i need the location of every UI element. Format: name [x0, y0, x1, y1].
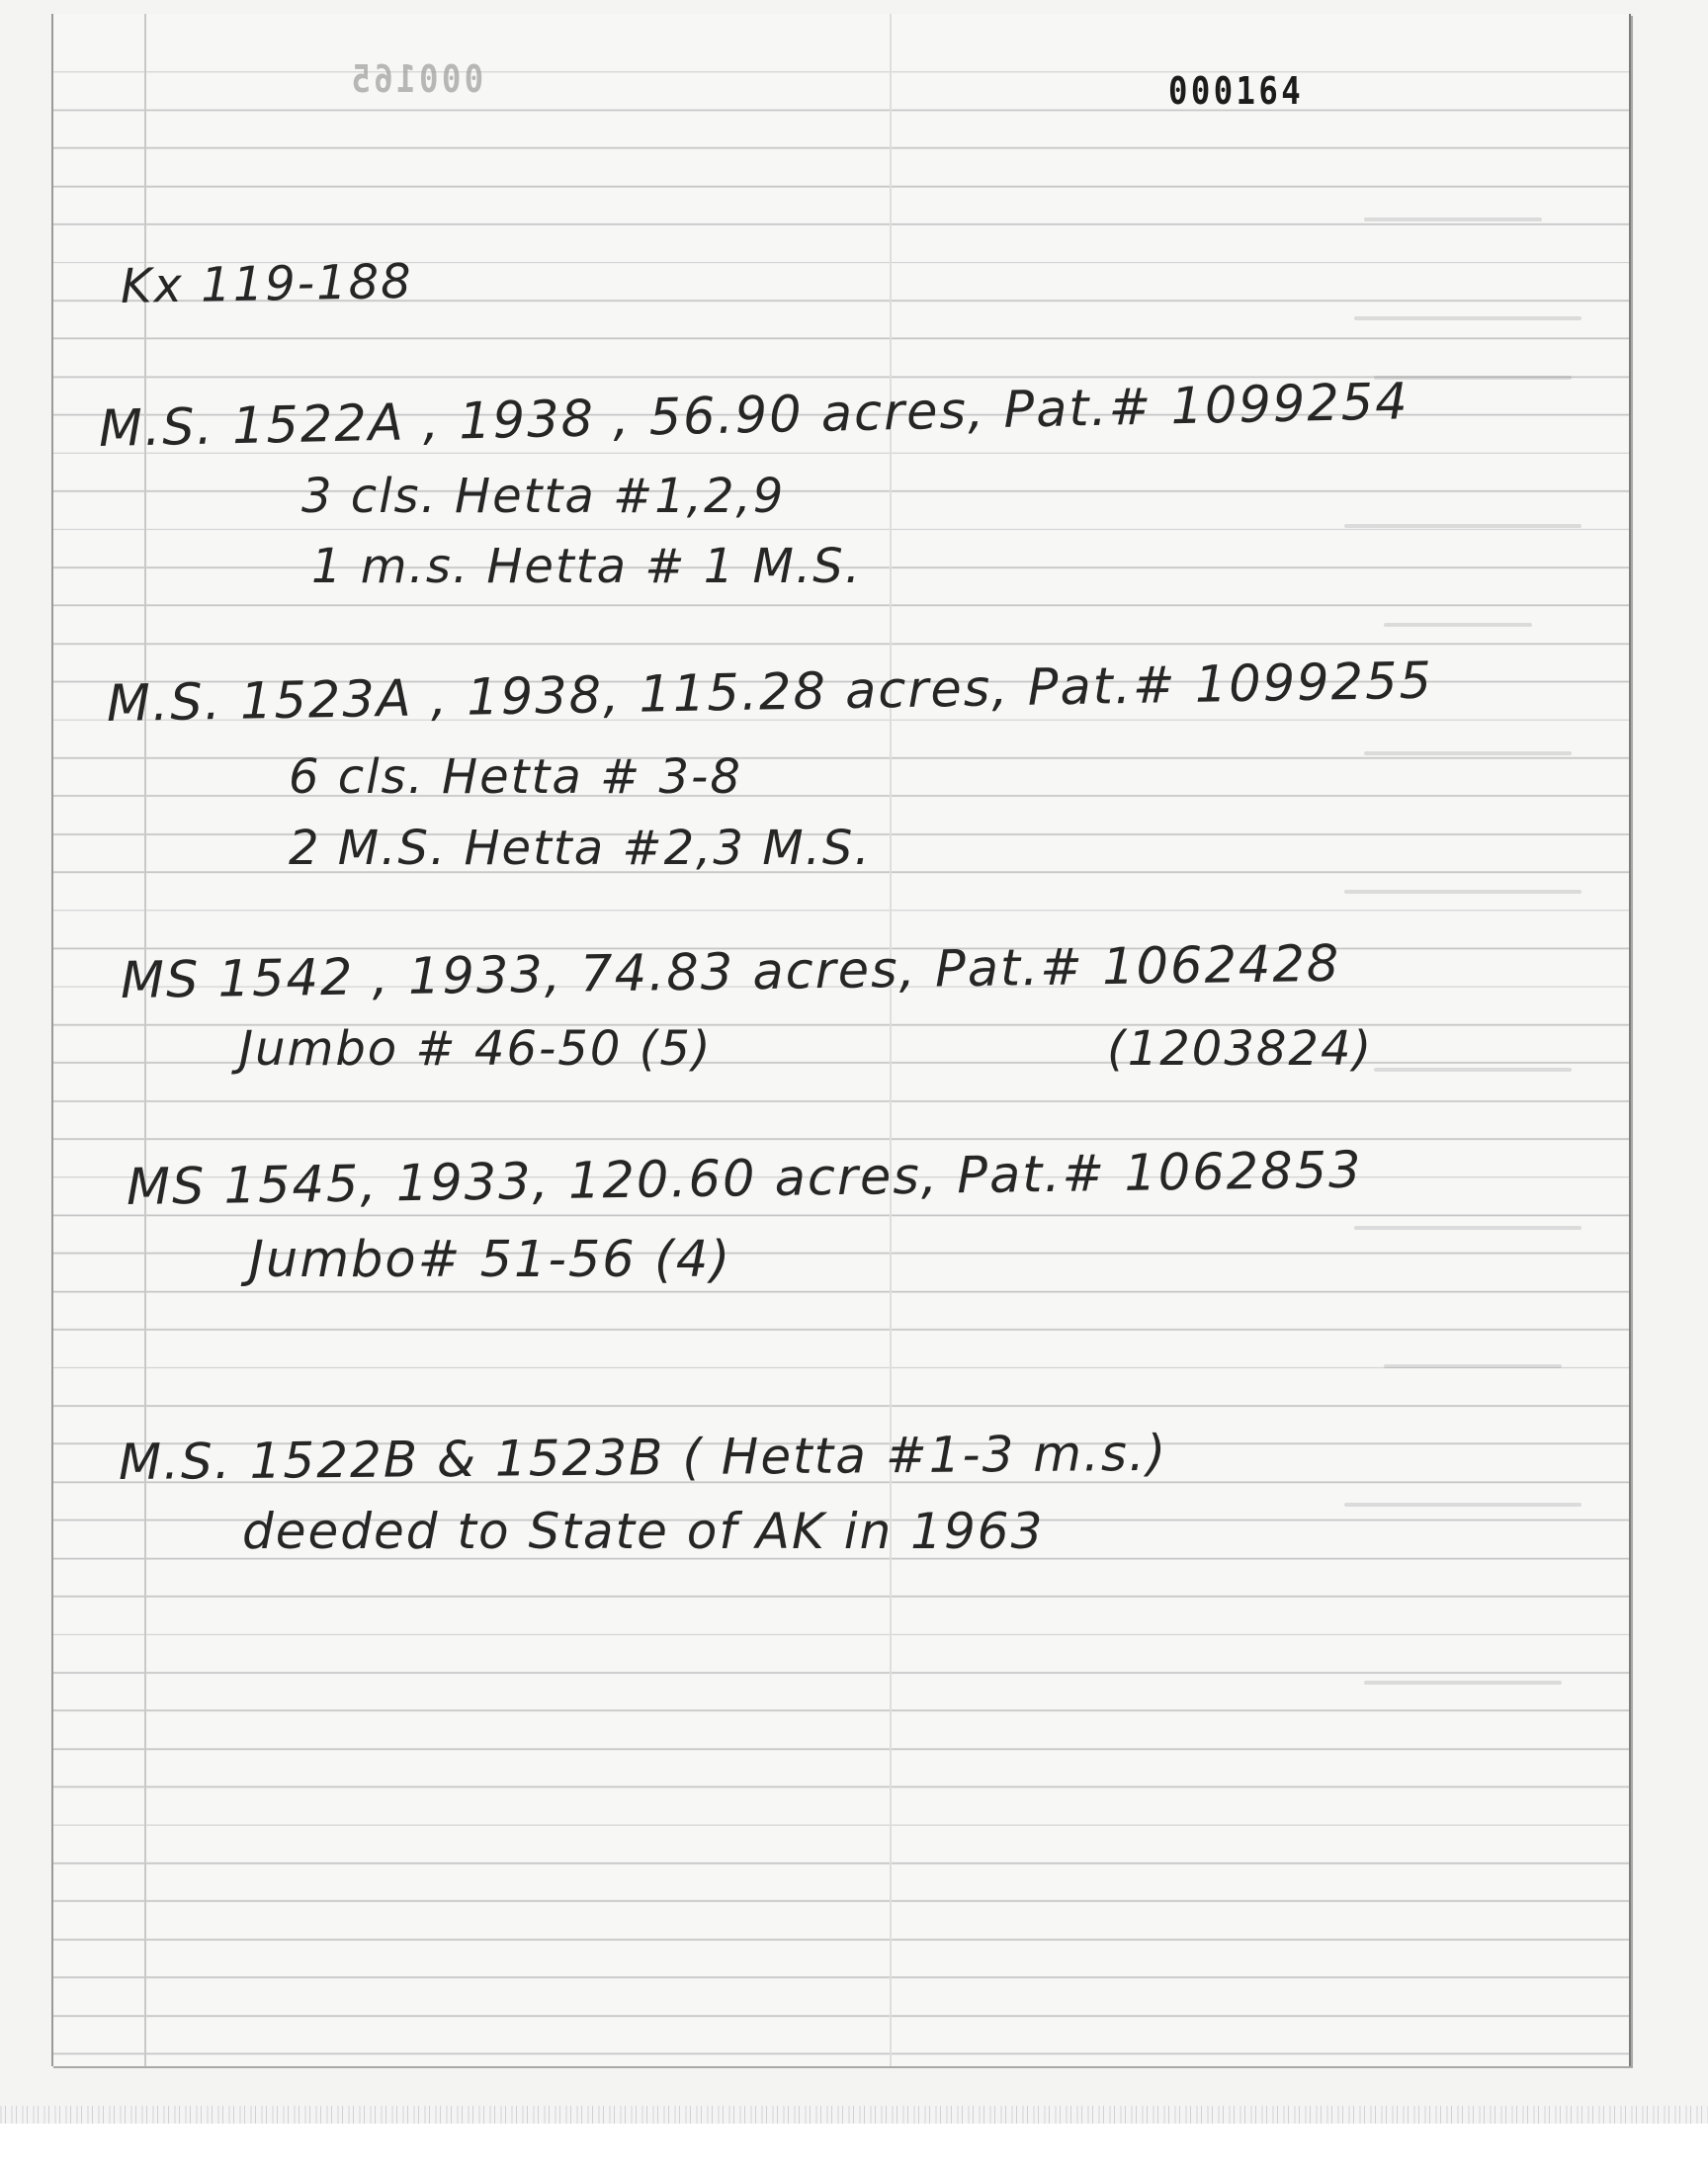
entry1-claims: 3 cls. Hetta #1,2,9	[301, 469, 786, 524]
entry3-summary: MS 1542 , 1933, 74.83 acres, Pat.# 1062428	[120, 934, 1341, 1010]
entry3-claims: Jumbo # 46-50 (5)	[239, 1021, 713, 1077]
entry2-mill-site: 2 M.S. Hetta #2,3 M.S.	[289, 821, 872, 876]
page-stamp-number: 000164	[1168, 69, 1305, 113]
deed-line-1: M.S. 1522B & 1523B ( Hetta #1-3 m.s.)	[118, 1424, 1168, 1491]
entry3-patent-alt: (1203824)	[1107, 1021, 1374, 1077]
entry2-summary: M.S. 1523A , 1938, 115.28 acres, Pat.# 1099255	[106, 652, 1434, 734]
scanner-streaks	[0, 2106, 1708, 2175]
paper-fold-line	[890, 14, 892, 2066]
deed-line-2: deeded to State of AK in 1963	[242, 1503, 1045, 1560]
entry2-claims: 6 cls. Hetta # 3-8	[289, 749, 742, 805]
entry4-summary: MS 1545, 1933, 120.60 acres, Pat.# 1062853	[126, 1141, 1363, 1217]
bleed-through-text	[1344, 198, 1621, 1829]
entry4-claims: Jumbo# 51-56 (4)	[249, 1231, 732, 1289]
reference-code: Kx 119-188	[120, 253, 414, 314]
entry1-mill-site: 1 m.s. Hetta # 1 M.S.	[311, 539, 862, 594]
ghost-page-stamp: 000165	[348, 57, 484, 101]
entry1-summary: M.S. 1522A , 1938 , 56.90 acres, Pat.# 1099254	[98, 373, 1410, 459]
